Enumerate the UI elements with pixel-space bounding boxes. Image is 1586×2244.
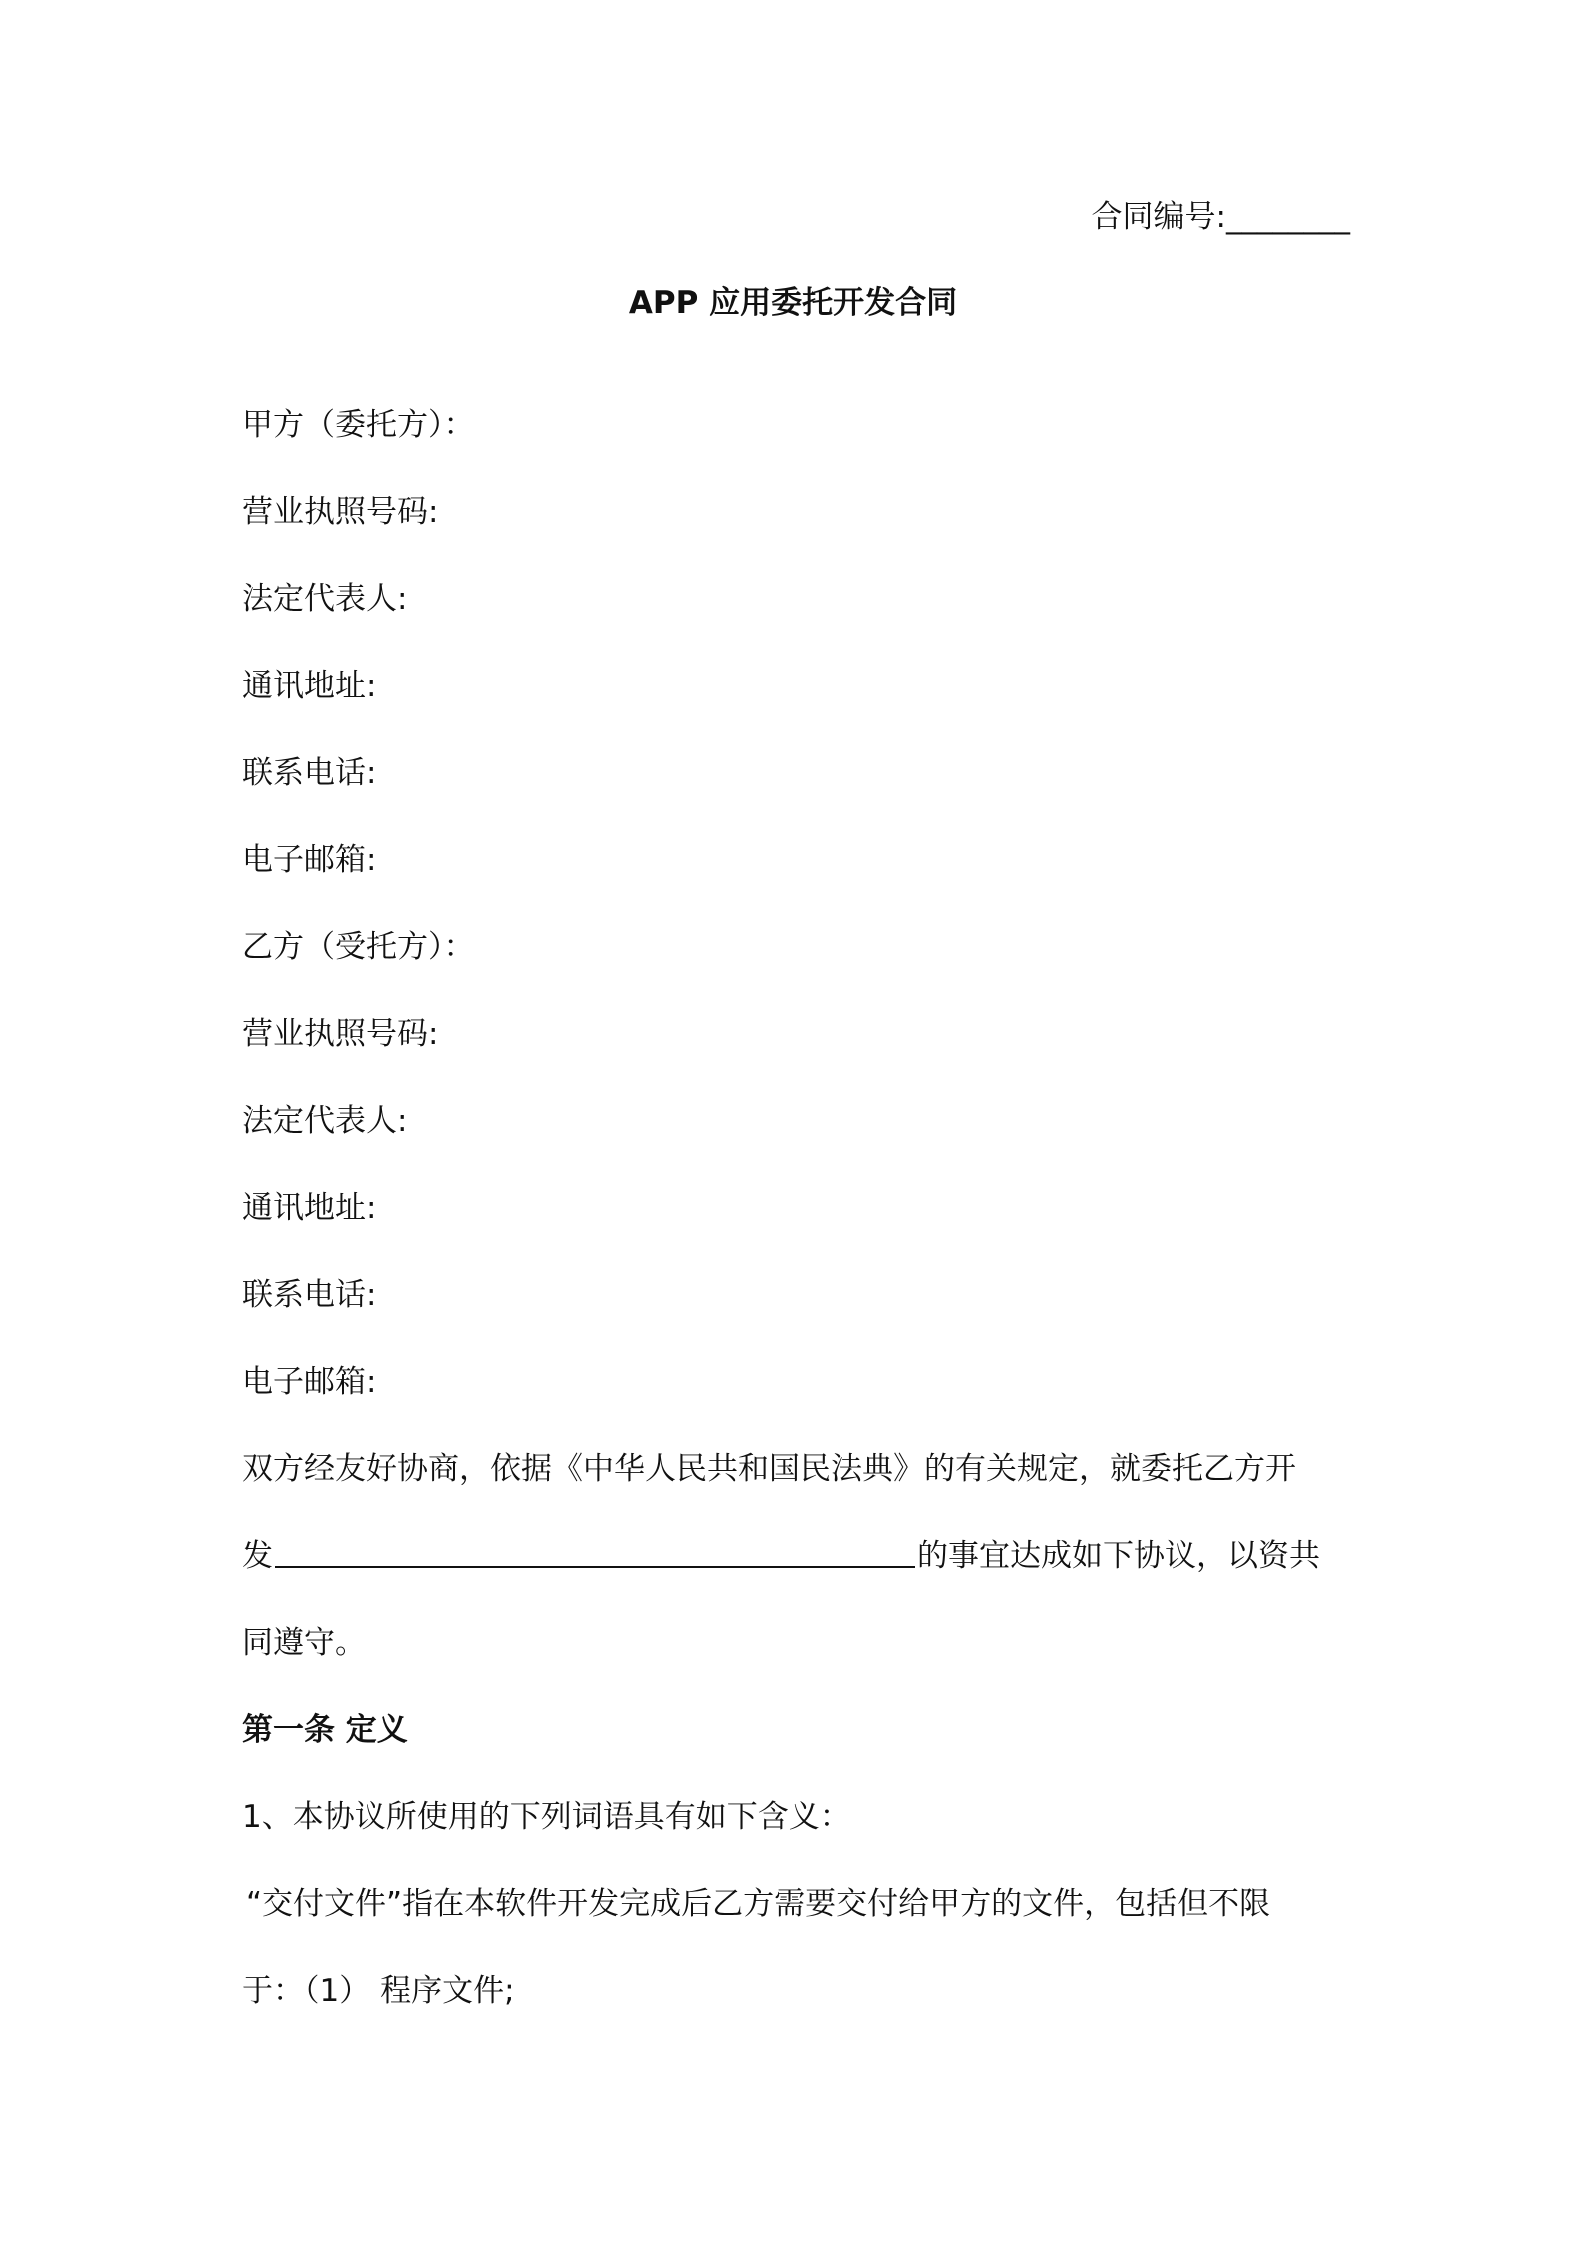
- party-b-phone-label: 联系电话:: [242, 1277, 377, 1313]
- preamble-line-2-prefix: 发: [242, 1538, 273, 1574]
- definition-line-2: 于：（1） 程序文件;: [242, 1973, 515, 2009]
- party-b-email-label: 电子邮箱:: [242, 1364, 377, 1400]
- preamble-line-3: 同遵守。: [242, 1625, 366, 1661]
- article-1-heading: 第一条 定义: [242, 1712, 408, 1748]
- party-a-address-label: 通讯地址:: [242, 668, 377, 704]
- party-a-name-label: 甲方（委托方）：: [242, 407, 475, 443]
- party-a-phone-label: 联系电话:: [242, 755, 377, 791]
- definition-line-1: “交付文件”指在本软件开发完成后乙方需要交付给甲方的文件，包括但不限: [246, 1886, 1271, 1922]
- party-b-rep-label: 法定代表人:: [242, 1103, 408, 1139]
- preamble-line-2: [242, 1535, 1352, 1622]
- party-b-license-label: 营业执照号码:: [242, 1016, 439, 1052]
- party-b-name-label: 乙方（受托方）：: [242, 929, 475, 965]
- preamble-line-1: 双方经友好协商，依据《中华人民共和国民法典》的有关规定，就委托乙方开: [242, 1451, 1296, 1487]
- project-name-blank[interactable]: [275, 1536, 915, 1568]
- party-a-email-label: 电子邮箱:: [242, 842, 377, 878]
- preamble-line-2-suffix: 的事宜达成如下协议，以资共: [917, 1538, 1320, 1574]
- party-a-rep-label: 法定代表人:: [242, 581, 408, 617]
- document-title: APP 应用委托开发合同: [628, 285, 958, 321]
- article-1-item-1: 1、本协议所使用的下列词语具有如下含义：: [242, 1799, 851, 1835]
- contract-number: 合同编号:________: [1091, 199, 1350, 235]
- party-b-address-label: 通讯地址:: [242, 1190, 377, 1226]
- contract-body: [242, 404, 1352, 2057]
- party-a-license-label: 营业执照号码:: [242, 494, 439, 530]
